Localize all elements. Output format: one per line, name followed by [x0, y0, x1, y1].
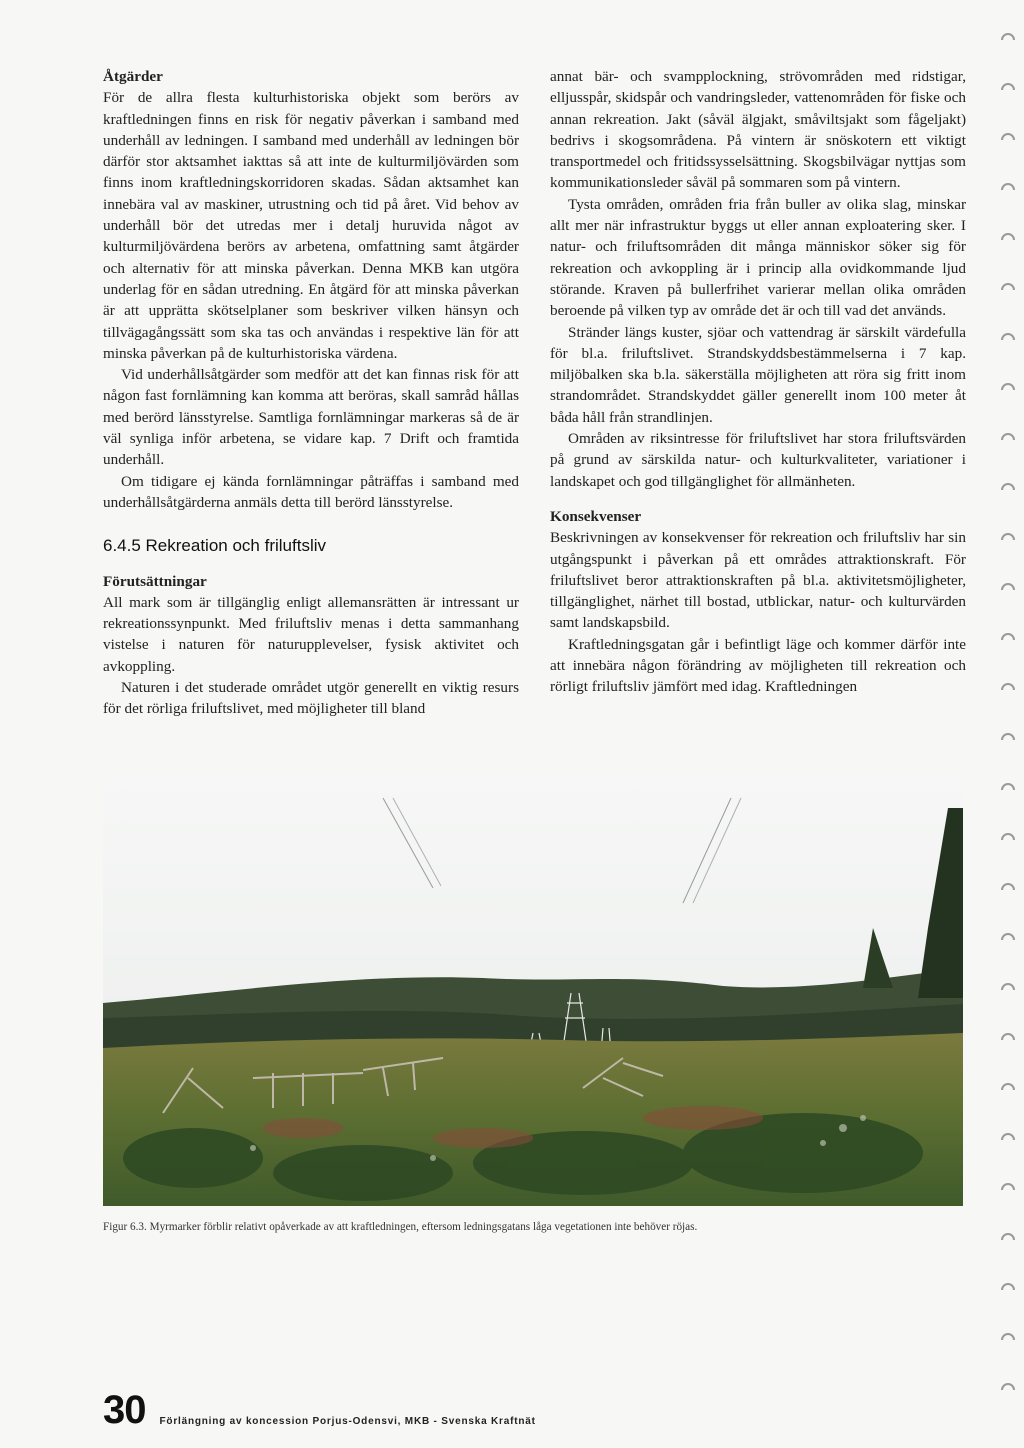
spiral-binding — [994, 30, 1024, 1430]
page-number: 30 — [103, 1388, 146, 1432]
heading-konsekvenser: Konsekvenser — [550, 507, 642, 525]
paragraph: Vid underhållsåtgärder som medför att det kan finnas risk för att någon fast fornlämning kan komma att beröras, skall samråd hållas med berörd länsstyrelse. Samtliga fornlämningar markeras så de är väl synliga inför arbetena, se vidare kap. 7 Drift och framtida underhåll. — [103, 366, 519, 469]
right-column — [550, 66, 966, 698]
paragraph: Stränder längs kuster, sjöar och vattendrag är särskilt värdefulla för bl.a. friluftslivet. Strandskyddsbestämmelserna i 7 kap. miljöbalken ska b.la. säkerställa möjligheten att röra sig fritt inom strandområdet. Strandskyddet gäller generellt inom 100 meter åt båda håll från strandlinjen. — [550, 323, 966, 426]
paragraph: Beskrivningen av konsekvenser för rekreation och friluftsliv har sin utgångspunkt i påverkan på ett områdes attraktionskraft. För friluftslivet beror attraktionskraften på bl.a. aktivitetsmöjligheter, tillgänglighet, närhet till bostad, utblickar, natur- och kulturvärden samt landskapsbild. — [550, 529, 966, 632]
paragraph: Områden av riksintresse för friluftslivet har stora friluftsvärden på grund av särskilda natur- och kulturkvaliteter, variationer i landskapet och god tillgänglighet för allmänheten. — [550, 430, 966, 490]
section-heading: 6.4.5 Rekreation och friluftsliv — [103, 536, 326, 556]
paragraph: Om tidigare ej kända fornlämningar påträffas i samband med underhållsåtgärderna anmäls detta till berörd länsstyrelse. — [103, 472, 519, 511]
footer — [103, 1380, 536, 1430]
heading-atgarder: Åtgärder — [103, 68, 163, 85]
paragraph: annat bär- och svampplockning, strövområden med ridstigar, elljusspår, skidspår och vandringsleder, vattenområden för fiske och annan rekreation. Jakt (såväl älgjakt, småviltsjakt som fågeljakt) bedrivs i skogsområdena. På vintern är snöskotern ett viktigt transportmedel och fritidssysselsättning. Skogsbilvägar nyttjas som kommunikationsleder såväl på sommaren som på vintern. — [550, 68, 966, 192]
paragraph: Tysta områden, områden fria från buller av olika slag, minskar allt mer när infrastruktur byggs ut eller annan exploatering sker. I natur- och friluftsområden dit många människor söker sig för rekreation och avkoppling är i princip alla ovidkommande ljud störande. Kraven på bullerfrihet varierar mellan olika områden beroende på vilken typ av område det är och till vad det används. — [550, 195, 966, 320]
landscape-photo — [103, 778, 963, 1206]
figure-caption: Figur 6.3. Myrmarker förblir relativt opåverkade av att kraftledningen, eftersom ledningsgatans låga vegetationen inte behöver röjas. — [103, 1221, 698, 1233]
heading-forutsattningar: Förutsättningar — [103, 572, 207, 590]
paragraph: Naturen i det studerade området utgör generellt en viktig resurs för det rörliga friluftslivet, med möjligheter till bland — [103, 679, 519, 718]
left-column — [103, 66, 519, 720]
paragraph: Kraftledningsgatan går i befintligt läge och kommer därför inte att innebära någon förändring av möjligheten till rekreation och rörligt friluftsliv jämfört med idag. Kraftledningen — [550, 635, 966, 696]
footer-title: Förlängning av koncession Porjus-Odensvi, MKB - Svenska Kraftnät — [159, 1416, 536, 1427]
paragraph: All mark som är tillgänglig enligt allemansrätten är intressant ur rekreationssynpunkt. Med friluftsliv menas i detta sammanhang vistelse i naturen för naturupplevelser, fysisk aktivitet och avkoppling. — [103, 593, 519, 675]
paragraph: För de allra flesta kulturhistoriska objekt som berörs av kraftledningen finns en risk för negativ påverkan i samband med underhåll av ledningen. I samband med underhåll av ledningen bör därför stor aktsamhet iakttas så att inte de kulturmiljövärden som finns inom kraftledningskorridoren skadas. Sådan aktsamhet kan innebära val av maskiner, utrustning och tid på året. Vid behov av underhåll bör det utredas mer i detalj huruvida något av kulturmiljövärdena berörs av arbetena, omfattning samt åtgärder och alternativ för att minska påverkan. Denna MKB kan utgöra underlag för en sådan utredning. En åtgärd för att minska påverkan är att upprätta skötselplaner som beskriver vilken hänsyn och tillvägagångssätt som ska tas och användas i respektive län för att minska påverkan på de kulturhistoriska värdena. — [103, 89, 519, 362]
